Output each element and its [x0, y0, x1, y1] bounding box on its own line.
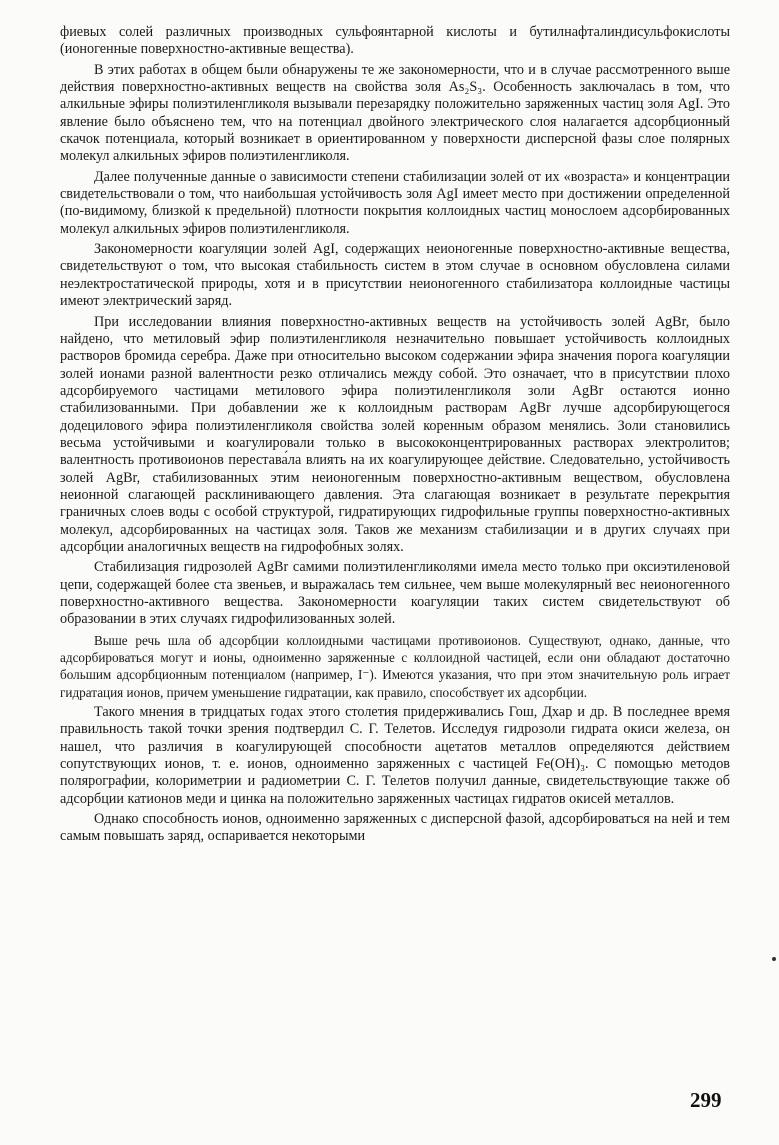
paragraph-4: Закономерности коагуляции золей AgI, содержащих неионогенные поверхностно-активные вещества, свидетельствуют о том, что высокая стабильность систем в этом случае в основном обусловлена силами неэлектростатической природы, хотя и в присутствии неионогенного стабилизатора коллоидные частицы имеют электрический заряд. — [60, 241, 730, 310]
paragraph-8: Такого мнения в тридцатых годах этого столетия придерживались Гош, Дхар и др. В последнее время правильность такой точки зрения подтвердил С. Г. Телетов. Исследуя гидрозоли гидрата окиси железа, он нашел, что различия в коагулирующей способности ацетатов металлов определяются действием сопутствующих ионов, т. е. ионов, одноименно заряженных с частицей Fe(OH)₃. С помощью методов полярографии, колориметрии и радиометрии С. Г. Телетов получил данные, свидетельствующие также об адсорбции катионов меди и цинка на положительно заряженных частицах гидратов окисей металлов. — [60, 703, 730, 807]
paragraph-5: При исследовании влияния поверхностно-активных веществ на устойчивость золей AgBr, было найдено, что метиловый эфир полиэтиленгликоля незначительно повышает устойчивость коллоидных растворов бромида серебра. Даже при относительно высоком содержании эфира значения порога коагуляции золей ионами разной валентности резко отличались между собой. Это означает, что в присутствии плохо адсорбируемого частицами метилового эфира полиэтиленгликоля золи AgBr остаются ионно стабилизованными. При добавлении же к коллоидным растворам AgBr лучше адсорбирующегося додецилового эфира полиэтиленгликоля свойства золей коренным образом менялись. Золи становились весьма устойчивыми и коагулировали только в высококонцентрированных растворах электролитов; валентность противоионов перестава́ла влиять на их коагулирующее действие. Следовательно, устойчивость золей AgBr, стабилизованных этим неионогенным поверхностно-активным веществом, обусловлена неионной слагающей расклинивающего давления. Эта слагающая возникает в результате перекрытия граничных слоев воды с особой структурой, гидратирующих гидрофильные группы поверхностно-активных молекул, адсорбированных на частицах золя. Таков же механизм стабилизации и в других случаях при адсорбции аналогичных веществ на гидрофобных золях. — [60, 313, 730, 555]
paragraph-1: фиевых солей различных производных сульфоянтарной кислоты и бутилнафталиндисульфокислоты (ионогенные поверхностно-активные вещества). — [60, 24, 730, 58]
paragraph-9: Однако способность ионов, одноименно заряженных с дисперсной фазой, адсорбироваться на ней и тем самым повышать заряд, оспаривается некоторыми — [60, 810, 730, 845]
paragraph-6: Стабилизация гидрозолей AgBr самими полиэтиленгликолями имела место только при оксиэтиленовой цепи, содержащей более ста звеньев, и выражалась тем сильнее, чем выше молекулярный вес неионогенного поверхностно-активного вещества. Закономерности коагуляции таких систем свидетельствуют об образовании в этих случаях гидрофилизованных золей. — [60, 559, 730, 628]
paragraph-7: Выше речь шла об адсорбции коллоидными частицами противоионов. Существуют, однако, данные, что адсорбироваться могут и ионы, одноименно заряженные с коллоидной частицей, если они обладают достаточно большим адсорбционным потенциалом (например, I⁻). Имеются указания, что при этом значительную роль играет гидратация ионов, причем уменьшение гидратации, как правило, способствует их адсорбции. — [60, 632, 730, 700]
paragraph-2: В этих работах в общем были обнаружены те же закономерности, что и в случае рассмотренного выше действия поверхностно-активных веществ на свойства золя As₂S₃. Особенность заключалась в том, что алкильные эфиры полиэтиленгликоля вызывали перезарядку положительно заряженных частиц золя AgI. Это явление было объяснено тем, что на потенциал двойного электрического слоя налагается адсорбционный скачок потенциала, который возникает в ориентированном у поверхности дисперсной фазы слое полярных молекул алкильных эфиров полиэтиленгликоля. — [60, 61, 730, 165]
page-number: 299 — [690, 1088, 722, 1112]
margin-mark — [772, 957, 776, 961]
paragraph-3: Далее полученные данные о зависимости степени стабилизации золей от их «возраста» и концентрации свидетельствовали о том, что наибольшая устойчивость золя AgI имеет место при достижении определенной (по-видимому, близкой к предельной) плотности покрытия коллоидных частиц монослоем адсорбированных молекул алкильных эфиров полиэтиленгликоля. — [60, 168, 730, 237]
page-body-text — [60, 24, 730, 849]
